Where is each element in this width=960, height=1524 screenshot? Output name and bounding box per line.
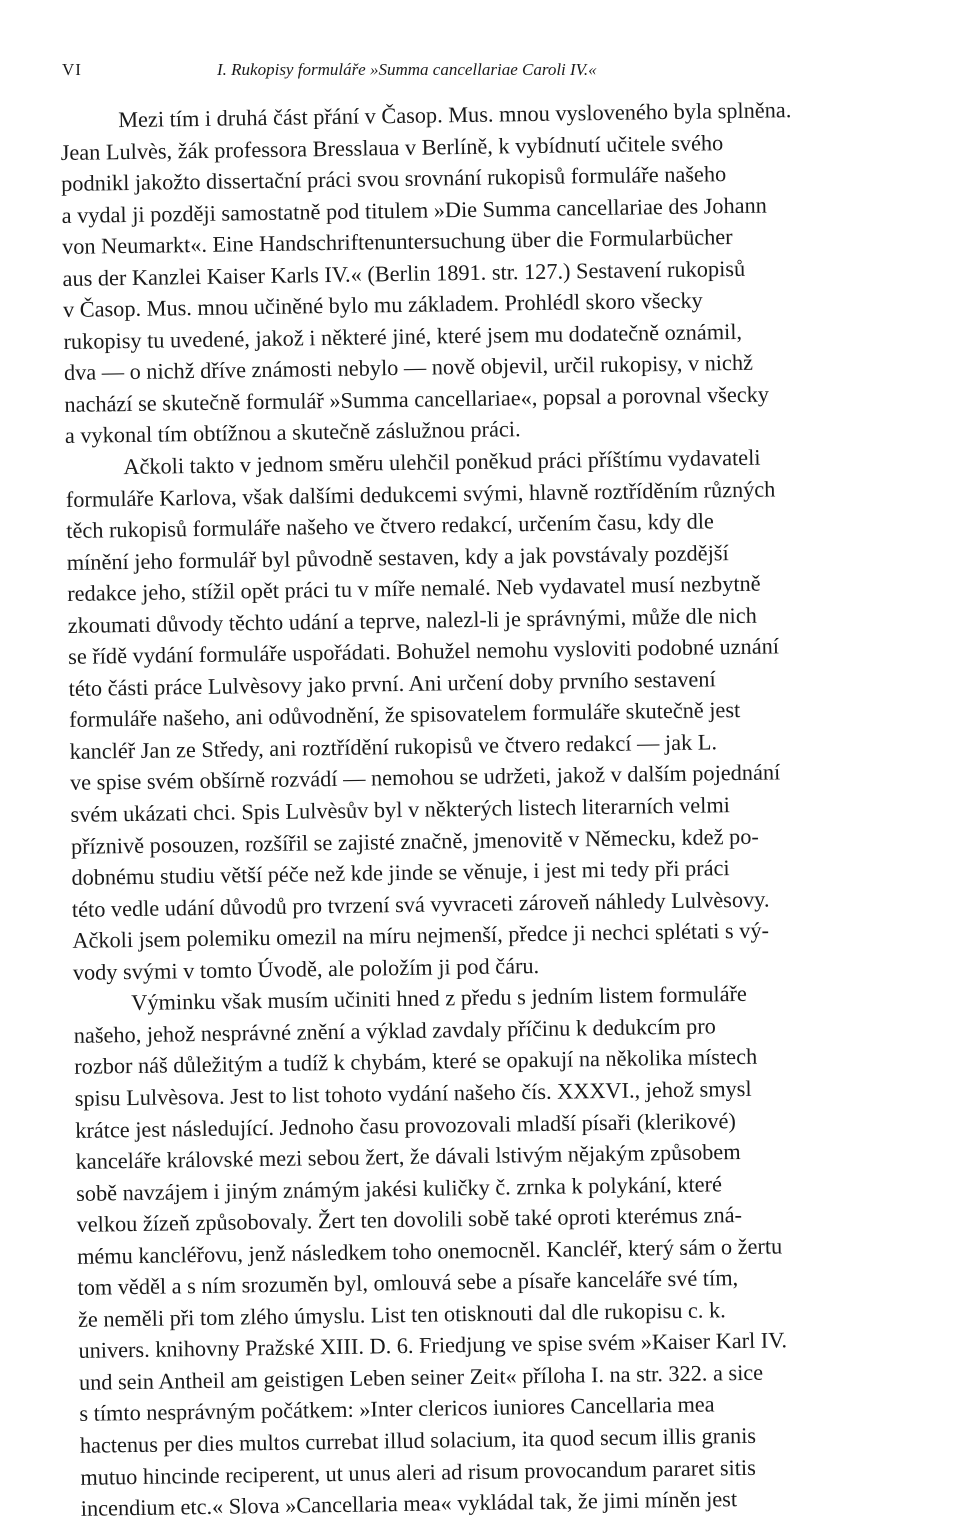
page-number: VI bbox=[62, 60, 82, 79]
text-line: kanceláře královské mezi sebou žert, že dávali lstivým nějakým způsobem bbox=[75, 1139, 741, 1174]
text-line: incendium etc.« Slova »Cancellaria mea« vykládal tak, že jimi míněn jest bbox=[80, 1486, 738, 1521]
text-line: že neměli při tom zlého úmyslu. List ten otisknouti dal dle rukopisu c. k. bbox=[77, 1297, 726, 1332]
running-title: I. Rukopisy formuláře »Summa cancellariae Caroli IV.« bbox=[217, 60, 597, 79]
text-line: Ačkoli takto v jednom směru ulehčil poněkud práci příštímu vydavateli bbox=[123, 444, 761, 480]
text-line: svém ukázati chci. Spis Lulvèsův byl v některých listech literarních velmi bbox=[70, 792, 731, 827]
text-line: těch rukopisů formuláře našeho ve čtvero redakcí, určením času, kdy dle bbox=[66, 508, 715, 544]
text-line: zkoumati důvody těchto udání a teprve, nalezl-li je správnými, může dle nich bbox=[67, 602, 757, 638]
text-line: Jean Lulvès, žák professora Bresslaua v Berlíně, k vybídnutí učitele svého bbox=[60, 129, 724, 165]
text-line: Výminku však musím učiniti hned z předu s jedním listem formuláře bbox=[131, 981, 747, 1016]
text-line: našeho, jehož nesprávné znění a výklad zavdaly příčinu k dedukcím pro bbox=[73, 1013, 716, 1048]
text-line: kancléř Jan ze Středy, ani roztřídění rukopisů ve čtvero redakcí — jak L. bbox=[69, 729, 718, 764]
text-line: mínění jeho formulář byl původně sestaven, kdy a jak povstávaly pozdější bbox=[66, 539, 729, 575]
text-line: této vedle udání důvodů pro tvrzení svá vyvraceti zároveň náhledy Lulvèsovy. bbox=[71, 886, 770, 922]
running-head bbox=[62, 60, 872, 90]
text-line: aus der Kanzlei Kaiser Karls IV.« (Berlin 1891. str. 127.) Sestavení rukopisů bbox=[62, 255, 746, 291]
text-line: tom věděl a s ním srozuměn byl, omlouvá sebe a písaře kanceláře své tím, bbox=[77, 1265, 739, 1301]
text-line: se řídě vydání formuláře uspořádati. Bohužel nemohu vysloviti podobné uznání bbox=[68, 633, 780, 670]
text-line: rozbor náš důležitým a tudíž k chybám, které se opakují na několika místech bbox=[74, 1044, 758, 1080]
body-text bbox=[60, 93, 901, 1524]
text-line: nachází se skutečně formulář »Summa cancellariae«, popsal a porovnal všecky bbox=[64, 381, 770, 417]
text-line: dobnému studiu větší péče než kde jinde se věnuje, i jest mi tedy při práci bbox=[71, 855, 730, 891]
text-line: mutuo hincinde reciperent, ut unus aleri ad risum provocandum pararet sitis bbox=[80, 1454, 756, 1490]
text-line: Ačkoli jsem polemiku omezil na míru nejmenší, předce ji nechci splétati s vý- bbox=[72, 917, 770, 954]
text-line: podnikl jakožto dissertační práci svou srovnání rukopisů formuláře našeho bbox=[60, 161, 727, 197]
text-line: hactenus per dies multos currebat illud solacium, ita quod secum illis granis bbox=[79, 1422, 757, 1458]
text-line: rukopisy tu uvedené, jakož i některé jiné, které jsem mu dodatečně oznámil, bbox=[63, 318, 743, 354]
text-line: s tímto nesprávným počátkem: »Inter clericos iuniores Cancellaria mea bbox=[79, 1391, 715, 1427]
text-line: ve spise svém obšírně rozvádí — nemohou se udržeti, jakož v dalším pojednání bbox=[69, 759, 781, 796]
text-line: und sein Antheil am geistigen Leben seiner Zeit« příloha I. na str. 322. a sice bbox=[78, 1359, 764, 1395]
text-line: velkou žízeň způsobovaly. Žert ten dovolili sobě také oproti kterémus zná- bbox=[76, 1202, 743, 1238]
text-line: spisu Lulvèsova. Jest to list tohoto vydání našeho čís. XXXVI., jehož smysl bbox=[74, 1075, 752, 1111]
text-line: vody svými v tomto Úvodě, ale položím ji pod čáru. bbox=[72, 952, 540, 985]
text-line: Mezi tím i druhá část přání v Časop. Mus. mnou vysloveného byla splněna. bbox=[118, 97, 792, 133]
text-line: formuláře našeho, ani odůvodnění, že spisovatelem formuláře skutečně jest bbox=[68, 697, 741, 733]
text-line: příznivě posouzen, rozšířil se zajisté značně, jmenovitě v Německu, kdež po- bbox=[70, 823, 759, 859]
text-line: a vydal ji později samostatně pod titulem »Die Summa cancellariae des Johann bbox=[61, 192, 767, 228]
text-line: této části práce Lulvèsovy jako první. Ani určení doby prvního sestavení bbox=[68, 666, 716, 701]
text-line: formuláře Karlova, však dalšími dedukcemi svými, hlavně roztříděním různých bbox=[65, 475, 776, 512]
text-line: univers. knihovny Pražské XIII. D. 6. Friedjung ve spise svém »Kaiser Karl IV. bbox=[78, 1327, 788, 1364]
text-line: dva — o nichž dříve známosti nebylo — nově objevil, určil rukopisy, v nichž bbox=[63, 350, 754, 386]
text-line: sobě navzájem i jiným známým jakési kuličky č. zrnka k polykání, které bbox=[75, 1170, 723, 1206]
text-line: von Neumarkt«. Eine Handschriftenuntersuchung über die Formularbücher bbox=[61, 224, 733, 260]
text-line: a vykonal tím obtížnou a skutečně záslužnou práci. bbox=[64, 416, 521, 449]
text-line: mému kancléřovu, jenž následkem toho onemocněl. Kancléř, který sám o žertu bbox=[76, 1233, 783, 1269]
text-line: krátce jest následující. Jednoho času provozovali mladší písaři (klerikové) bbox=[75, 1107, 736, 1143]
text-line: v Časop. Mus. mnou učiněné bylo mu základem. Prohlédl skoro všecky bbox=[62, 287, 703, 323]
text-line: redakce jeho, stížil opět práci tu v míře nemalé. Neb vydavatel musí nezbytně bbox=[67, 570, 761, 607]
